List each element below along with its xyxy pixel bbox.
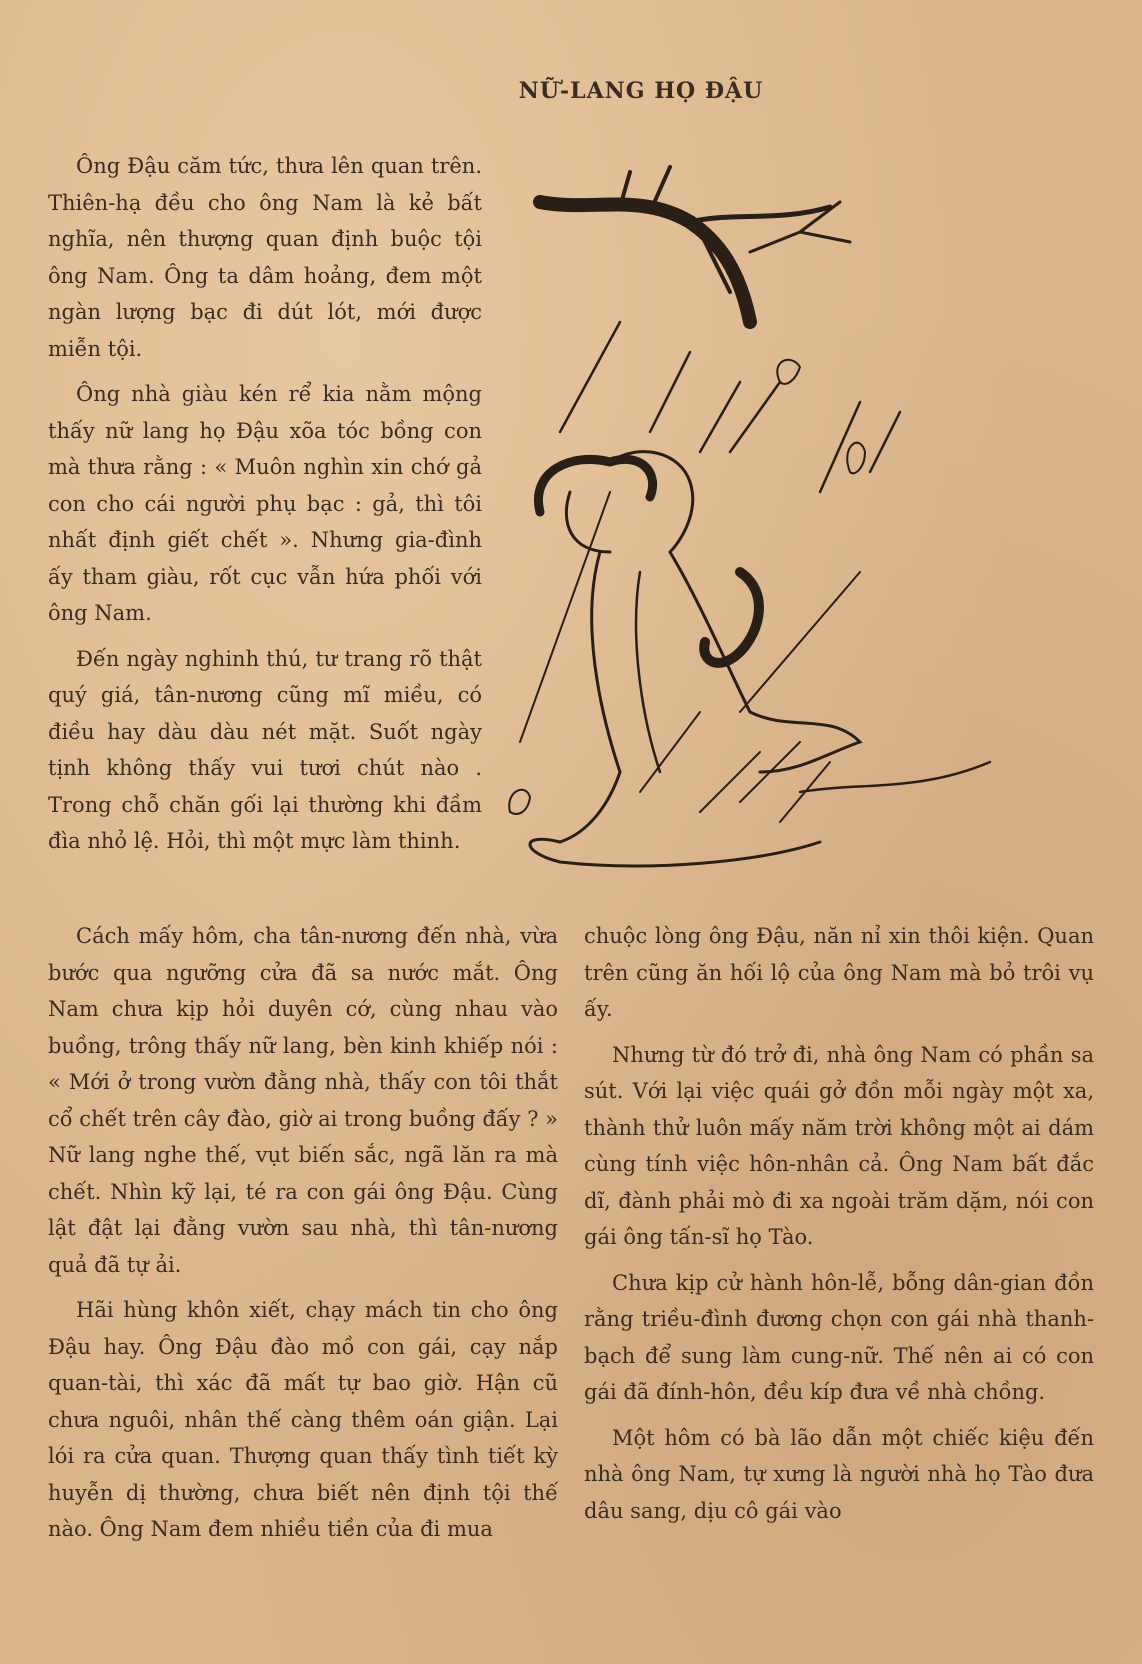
paragraph: Hãi hùng khôn xiết, chạy mách tin cho ông Đậu hay. Ông Đậu đào mồ con gái, cạy nắp quan-tài, thì xác đã mất tự bao giờ. Hận cũ chưa nguôi, nhân thế càng thêm oán giận. Lại lói ra cửa quan. Thượng quan thấy tình tiết kỳ huyễn dị thường, chưa biết nên định tội thế nào. Ông Nam đem nhiều tiền của đi mua (48, 1298, 558, 1541)
column-left (48, 918, 558, 1557)
page-title: NỮ-LANG HỌ ĐẬU (518, 78, 764, 104)
paragraph: Nhưng từ đó trở đi, nhà ông Nam có phần sa sút. Với lại việc quái gở đồn mỗi ngày một xa, thành thử luôn mấy năm trời không một ai dám cùng tính việc hôn-nhân cả. Ông Nam bất đắc dĩ, đành phải mò đi xa ngoài trăm dặm, nói con gái ông tấn-sĩ họ Tào. (584, 1042, 1094, 1249)
paragraph: Đến ngày nghinh thú, tư trang rõ thật quý giá, tân-nương cũng mĩ miều, có điều hay dàu dàu nét mặt. Suốt ngày tịnh không thấy vui tươi chút nào . Trong chỗ chăn gối lại thường khi đầm đìa nhỏ lệ. Hỏi, thì một mực làm thinh. (48, 646, 482, 853)
paragraph: Cách mấy hôm, cha tân-nương đến nhà, vừa bước qua ngưỡng cửa đã sa nước mắt. Ông Nam chưa kịp hỏi duyên cớ, cùng nhau vào buồng, trông thấy nữ lang, bèn kinh khiếp nói : « Mới ở trong vườn đằng nhà, thấy con tôi thắt cổ chết trên cây đào, giờ ai trong buồng đấy ? » Nữ lang nghe thế, vụt biến sắc, ngã lăn ra mà chết. Nhìn kỹ lại, té ra con gái ông Đậu. Cùng lật đật lại đằng vườn sau nhà, thì tân-nương quả đã tự ải. (48, 924, 558, 1277)
paragraph: Chưa kịp cử hành hôn-lễ, bỗng dân-gian đồn rằng triều-đình đương chọn con gái nhà thanh-bạch để sung làm cung-nữ. Thế nên ai có con gái đã đính-hôn, đều kíp đưa về nhà chồng. (584, 1270, 1094, 1404)
paragraph: Ông nhà giàu kén rể kia nằm mộng thấy nữ lang họ Đậu xõa tóc bồng con mà thưa rằng : « Muôn nghìn xin chớ gả con cho cái người phụ bạc : gả, thì tôi nhất định giết chết ». Nhưng gia-đình ấy tham giàu, rốt cục vẫn hứa phối với ông Nam. (48, 382, 482, 625)
paragraph: Một hôm có bà lão dẫn một chiếc kiệu đến nhà ông Nam, tự xưng là người nhà họ Tào đưa dâu sang, dịu cô gái vào (584, 1425, 1094, 1523)
column-top (48, 148, 482, 869)
illustration-icon (500, 152, 1060, 912)
paragraph: Ông Đậu căm tức, thưa lên quan trên. Thiên-hạ đều cho ông Nam là kẻ bất nghĩa, nên thượng quan định buộc tội ông Nam. Ông ta dâm hoảng, đem một ngàn lượng bạc đi dút lót, mới được miễn tội. (48, 154, 482, 361)
column-right (584, 918, 1094, 1538)
paragraph: chuộc lòng ông Đậu, năn nỉ xin thôi kiện. Quan trên cũng ăn hối lộ của ông Nam mà bỏ trôi vụ ấy. (584, 924, 1094, 1021)
